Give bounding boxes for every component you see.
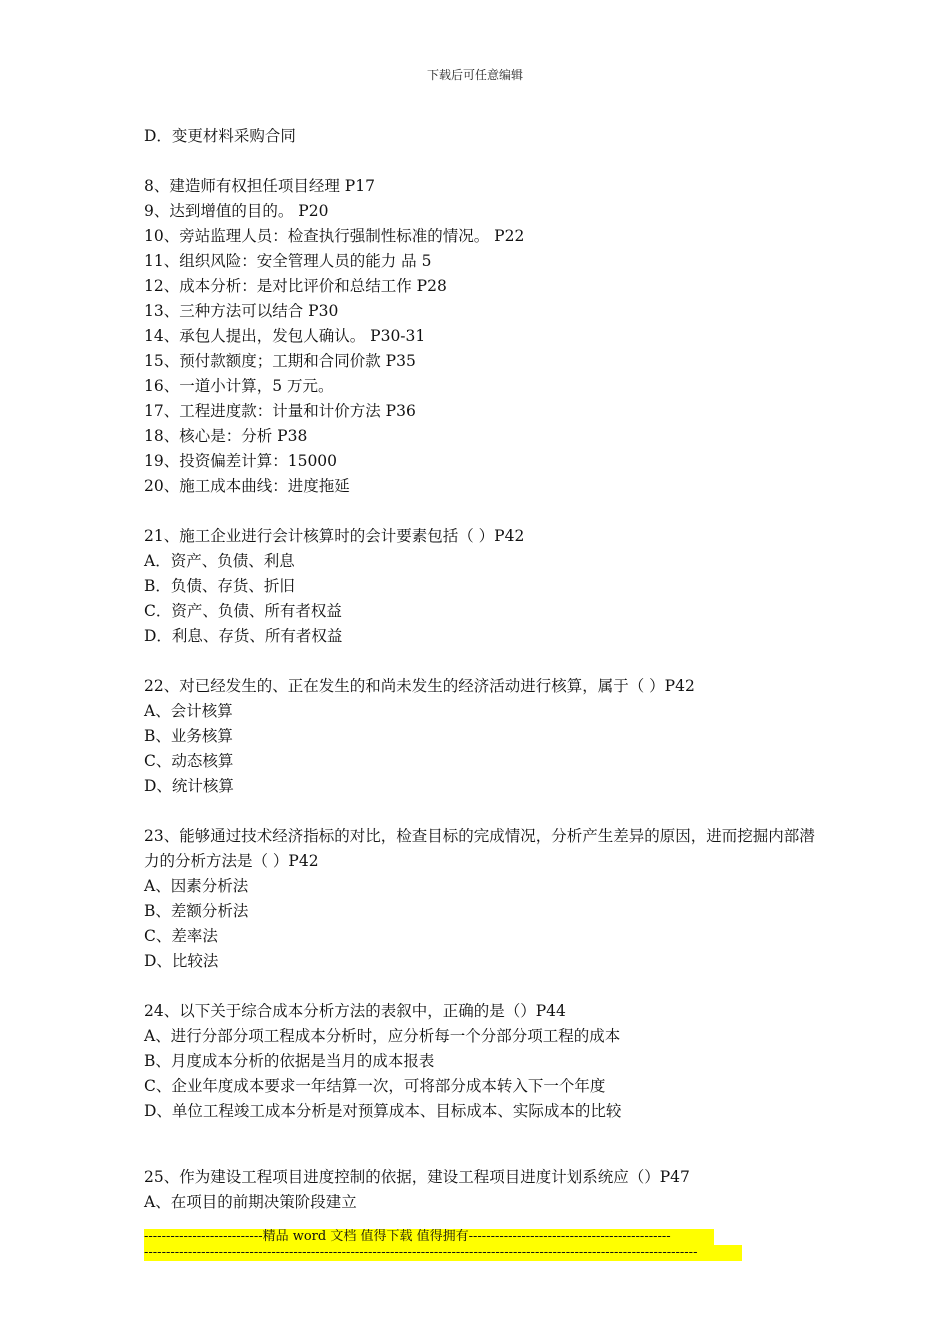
answer-15: 15、预付款额度；工期和合同价款 P35 (144, 352, 416, 370)
question-25: 25、作为建设工程项目进度控制的依据，建设工程项目进度计划系统应（）P47 (144, 1168, 690, 1186)
answer-8: 8、建造师有权担任项目经理 P17 (144, 177, 375, 195)
q24-option-d: D、单位工程竣工成本分析是对预算成本、目标成本、实际成本的比较 (144, 1102, 622, 1120)
question-23: 23、能够通过技术经济指标的对比，检查目标的完成情况，分析产生差异的原因，进而挖掘内部潜力的分析方法是（ ）P42 (144, 827, 815, 870)
answer-16: 16、一道小计算，5 万元。 (144, 377, 334, 395)
q24-option-c: C、企业年度成本要求一年结算一次，可将部分成本转入下一个年度 (144, 1077, 606, 1095)
option-d-prev: D．变更材料采购合同 (144, 127, 296, 145)
q22-option-a: A、会计核算 (144, 702, 233, 720)
q24-option-a: A、进行分部分项工程成本分析时，应分析每一个分部分项工程的成本 (144, 1027, 621, 1045)
answer-12: 12、成本分析：是对比评价和总结工作 P28 (144, 277, 447, 295)
footer-line-2: ------------------------------------------------------------------------------------------------------------------------------ (144, 1245, 742, 1261)
question-24: 24、以下关于综合成本分析方法的表叙中，正确的是（）P44 (144, 1002, 566, 1020)
q22-option-b: B、业务核算 (144, 727, 233, 745)
answer-17: 17、工程进度款：计量和计价方法 P36 (144, 402, 416, 420)
q21-option-c: C．资产、负债、所有者权益 (144, 602, 342, 620)
q23-option-b: B、差额分析法 (144, 902, 249, 920)
q23-option-c: C、差率法 (144, 927, 218, 945)
answer-20: 20、施工成本曲线：进度拖延 (144, 477, 350, 495)
q24-option-b: B、月度成本分析的依据是当月的成本报表 (144, 1052, 435, 1070)
footer-line-1: ---------------------------精品 word 文档 值得下载 值得拥有---------------------------------------------- (144, 1229, 714, 1245)
q21-option-b: B．负债、存货、折旧 (144, 577, 295, 595)
page-header: 下载后可任意编辑 (426, 68, 523, 82)
page-footer (144, 1229, 742, 1261)
q23-option-a: A、因素分析法 (144, 877, 249, 895)
question-21: 21、施工企业进行会计核算时的会计要素包括（ ）P42 (144, 527, 525, 545)
answer-18: 18、核心是：分析 P38 (144, 427, 308, 445)
q21-option-a: A．资产、负债、利息 (144, 552, 295, 570)
document-body (144, 124, 824, 1215)
q21-option-d: D．利息、存货、所有者权益 (144, 627, 343, 645)
q22-option-c: C、动态核算 (144, 752, 234, 770)
answer-11: 11、组织风险：安全管理人员的能力 品 5 (144, 252, 432, 270)
q22-option-d: D、统计核算 (144, 777, 234, 795)
answer-10: 10、旁站监理人员：检查执行强制性标准的情况。 P22 (144, 227, 525, 245)
answer-14: 14、承包人提出，发包人确认。 P30-31 (144, 327, 426, 345)
q23-option-d: D、比较法 (144, 952, 219, 970)
answer-19: 19、投资偏差计算：15000 (144, 452, 338, 470)
question-22: 22、对已经发生的、正在发生的和尚未发生的经济活动进行核算，属于（ ）P42 (144, 677, 695, 695)
q25-option-a: A、在项目的前期决策阶段建立 (144, 1193, 357, 1211)
answer-13: 13、三种方法可以结合 P30 (144, 302, 339, 320)
answer-9: 9、达到增值的目的。 P20 (144, 202, 329, 220)
